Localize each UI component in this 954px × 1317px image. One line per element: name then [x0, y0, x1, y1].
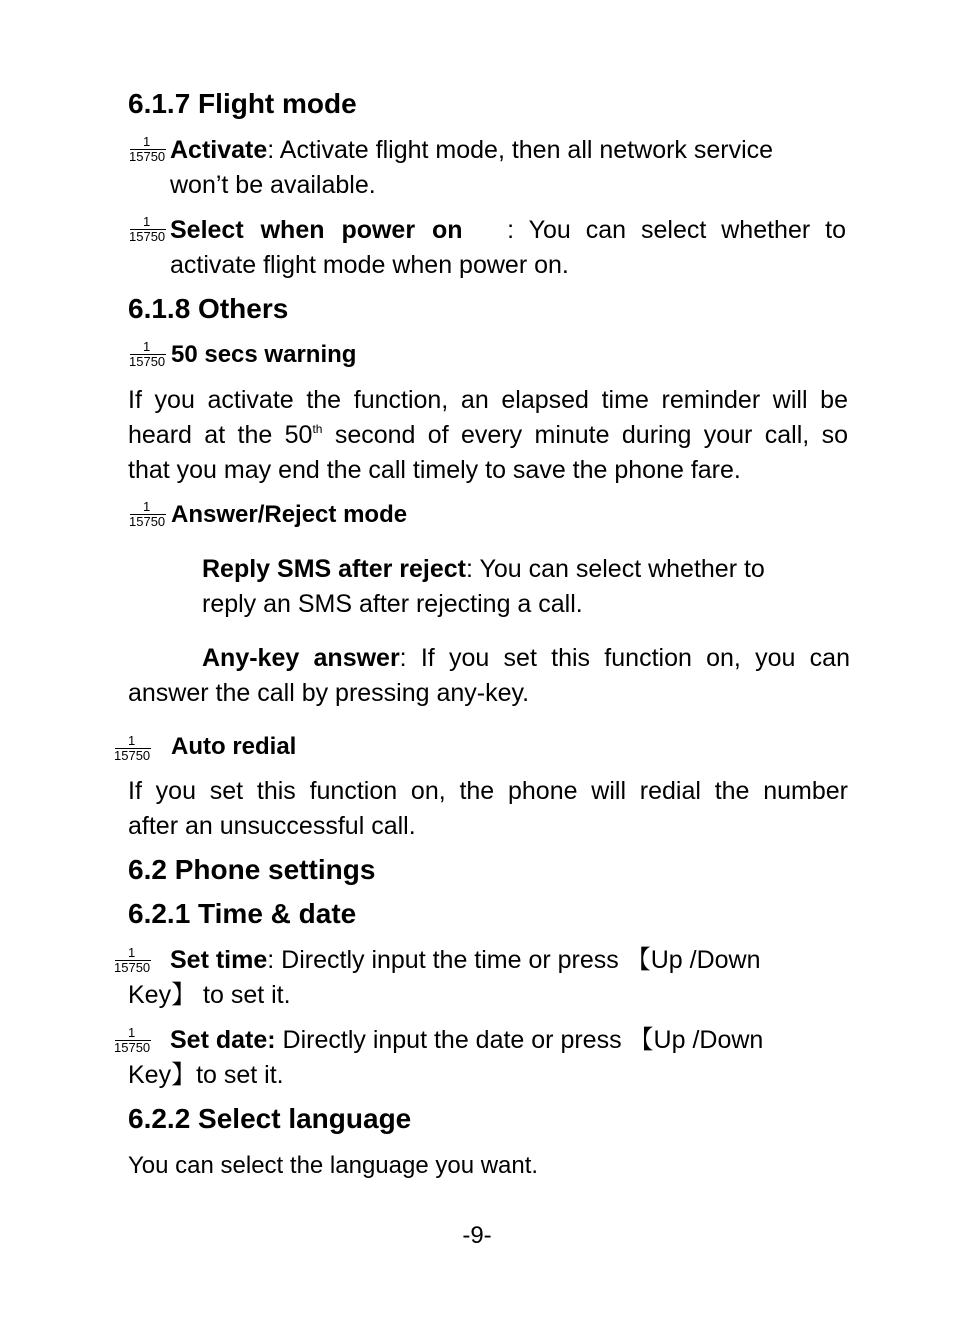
anykey-line-2: answer the call by pressing any-key. [128, 679, 530, 707]
bullet-fraction-icon: 1 15750 [129, 339, 166, 369]
auto-redial-title: Auto redial [171, 733, 297, 760]
set-date-line-2: Key】to set it. [128, 1061, 284, 1089]
activate-term: Activate [170, 136, 268, 164]
heading-phone-settings: 6.2 Phone settings [128, 854, 376, 885]
settime-term: Set time [170, 946, 268, 974]
auto-redial-paragraph [128, 774, 848, 844]
warning-paragraph [128, 383, 848, 488]
warning-line-1: If you activate the function, an elapsed time reminder will be [128, 386, 848, 414]
bullet-fraction-icon: 1 15750 [129, 214, 166, 244]
heading-others: 6.1.8 Others [128, 293, 289, 324]
reply-line-1: : You can select whether to [466, 555, 765, 583]
warning-line-3: that you may end the call timely to save the phone fare. [128, 456, 741, 484]
select-line-1: : You can select whether to [507, 216, 846, 244]
anykey-term: Any-key answer [202, 644, 400, 672]
anykey-line-1: : If you set this function on, you can [399, 644, 850, 672]
bullet-fraction-icon: 1 15750 [114, 945, 151, 975]
language-paragraph: You can select the language you want. [128, 1152, 539, 1179]
activate-line-1: : Activate flight mode, then all network service [267, 136, 774, 164]
set-date-line-1 [170, 1023, 848, 1058]
warning-line-2: heard at the 50th second of every minute during your call, so [128, 421, 848, 449]
bullet-fraction-icon: 1 15750 [114, 733, 151, 763]
heading-select-language: 6.2.2 Select language [128, 1103, 412, 1134]
warning-title: 50 secs warning [171, 341, 357, 368]
setdate-term: Set date: [170, 1026, 276, 1054]
activate-item [170, 133, 844, 203]
bullet-fraction-icon: 1 15750 [114, 1025, 151, 1055]
set-time-line-1 [170, 943, 848, 978]
redial-line-2: after an unsuccessful call. [128, 812, 416, 840]
setdate-text: Directly input the date or press 【Up /Down [275, 1026, 764, 1054]
bullet-fraction-icon: 1 15750 [129, 499, 166, 529]
redial-line-1: If you set this function on, the phone will redial the number [128, 777, 848, 805]
reply-sms-item [202, 552, 842, 622]
set-time-line-2: Key】 to set it. [128, 981, 291, 1009]
page-number: -9- [462, 1222, 492, 1249]
settime-text: : Directly input the time or press 【Up /Down [267, 946, 761, 974]
reply-line-2: reply an SMS after rejecting a call. [202, 590, 583, 618]
select-when-power-on-item [170, 213, 846, 283]
activate-line-2: won’t be available. [170, 171, 376, 199]
any-key-item [128, 641, 850, 711]
bullet-fraction-icon: 1 15750 [129, 134, 166, 164]
select-line-2: activate flight mode when power on. [170, 251, 569, 279]
answer-reject-title: Answer/Reject mode [171, 501, 408, 528]
reply-term: Reply SMS after reject [202, 555, 466, 583]
select-term: Select when power on [170, 216, 463, 244]
heading-flight-mode: 6.1.7 Flight mode [128, 88, 357, 119]
heading-time-date: 6.2.1 Time & date [128, 898, 357, 929]
